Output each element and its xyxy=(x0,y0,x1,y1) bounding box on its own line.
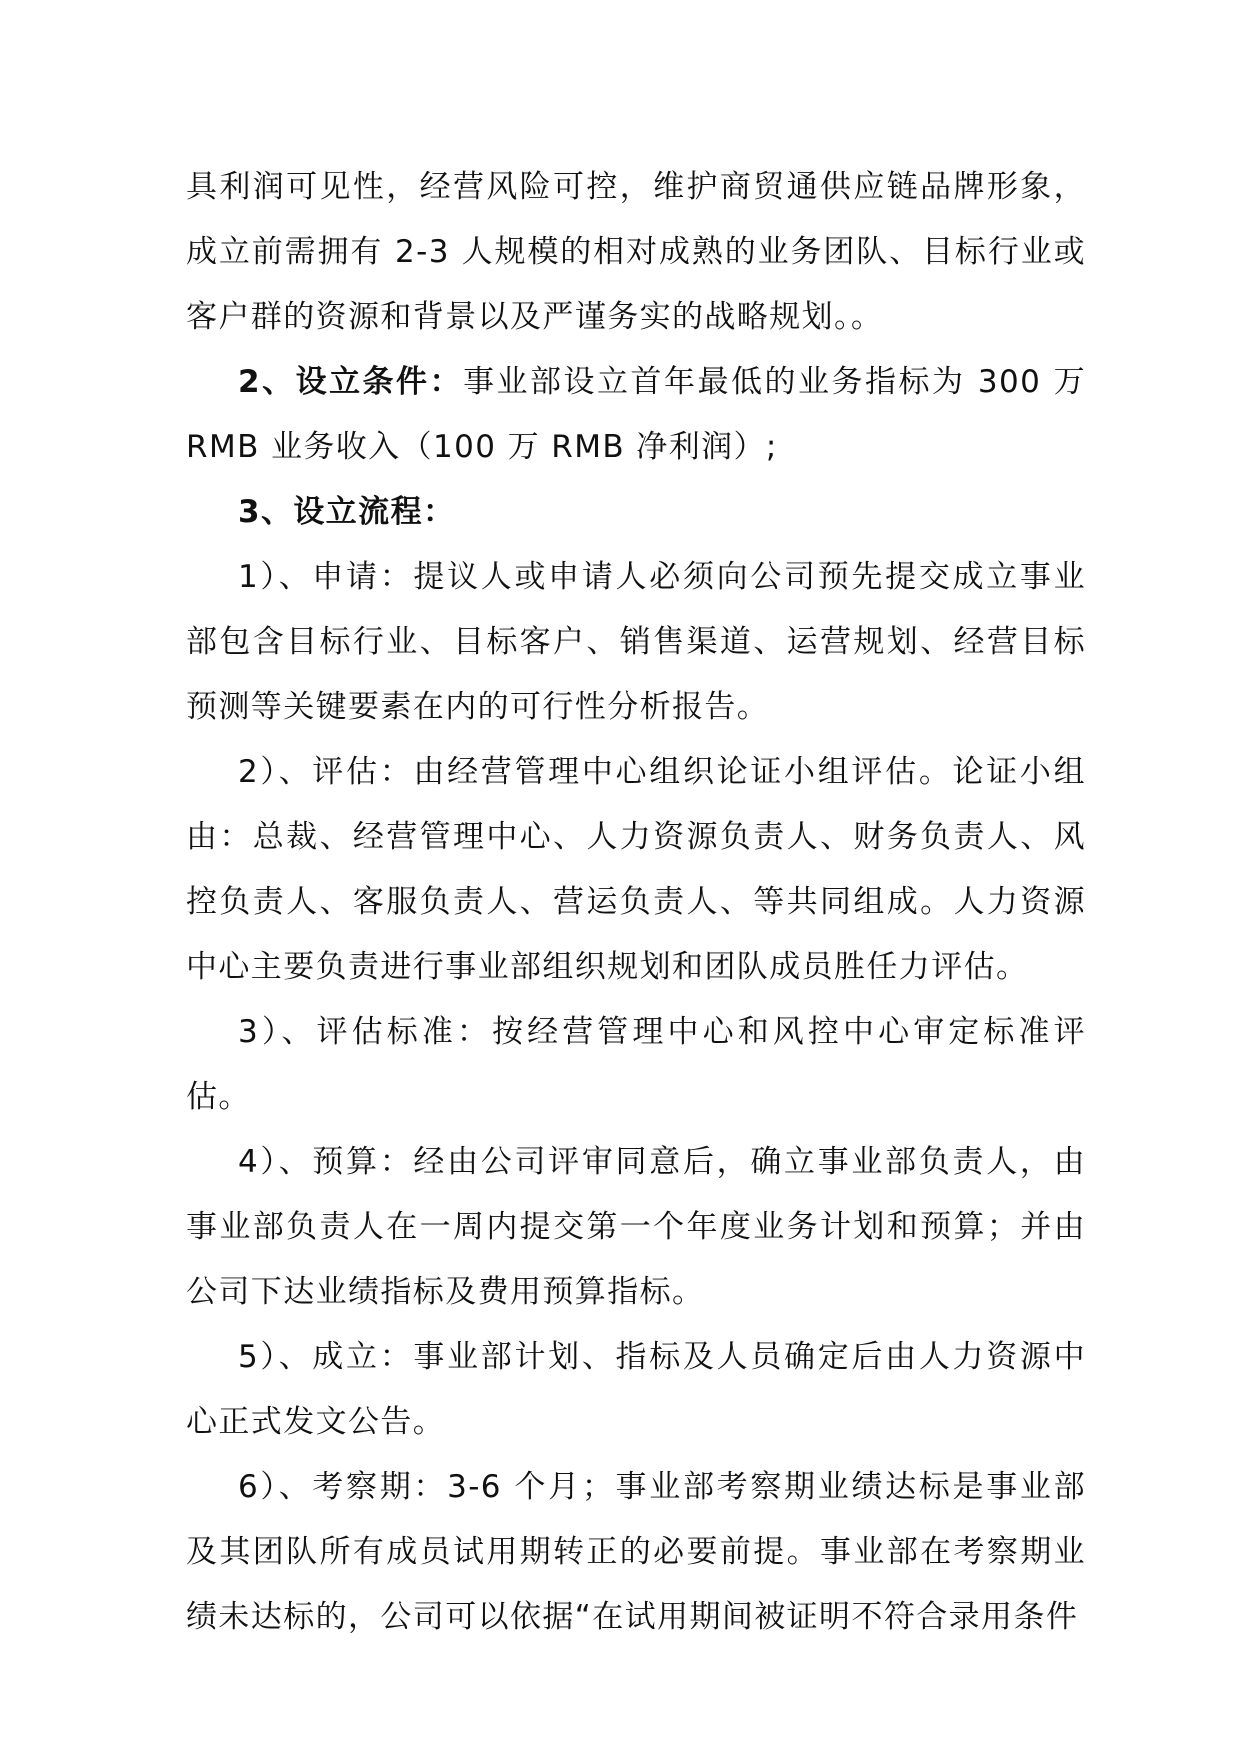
step-2-paragraph: 2）、评估：由经营管理中心组织论证小组评估。论证小组由：总裁、经营管理中心、人力资源负责人、财务负责人、风控负责人、客服负责人、营运负责人、等共同组成。人力资源中心主要负责进行事业部组织规划和团队成员胜任力评估。 xyxy=(186,754,1086,985)
step-5-paragraph: 5）、成立：事业部计划、指标及人员确定后由人力资源中心正式发文公告。 xyxy=(186,1339,1086,1440)
document-page xyxy=(186,155,1086,1650)
section-2-paragraph xyxy=(186,350,1086,480)
step-4-paragraph: 4）、预算：经由公司评审同意后，确立事业部负责人，由事业部负责人在一周内提交第一个年度业务计划和预算；并由公司下达业绩指标及费用预算指标。 xyxy=(186,1144,1086,1310)
step-6-paragraph: 6）、考察期：3-6 个月；事业部考察期业绩达标是事业部及其团队所有成员试用期转正的必要前提。事业部在考察期业绩未达标的，公司可以依据“在试用期间被证明不符合录用条件 xyxy=(186,1469,1086,1635)
intro-paragraph: 具利润可见性，经营风险可控，维护商贸通供应链品牌形象，成立前需拥有 2-3 人规模的相对成熟的业务团队、目标行业或客户群的资源和背景以及严谨务实的战略规划。。 xyxy=(186,169,1086,335)
step-1-paragraph: 1）、申请：提议人或申请人必须向公司预先提交成立事业部包含目标行业、目标客户、销售渠道、运营规划、经营目标预测等关键要素在内的可行性分析报告。 xyxy=(186,559,1086,725)
section-3-heading: 3、设立流程： xyxy=(238,494,456,530)
section-2-body: 事业部设立首年最低的业务指标为 300 万 RMB 业务收入（100 万 RMB 净利润）; xyxy=(186,364,1086,465)
step-3-paragraph: 3）、评估标准：按经营管理中心和风控中心审定标准评估。 xyxy=(186,1014,1086,1115)
section-2-heading: 2、设立条件： xyxy=(238,364,464,400)
